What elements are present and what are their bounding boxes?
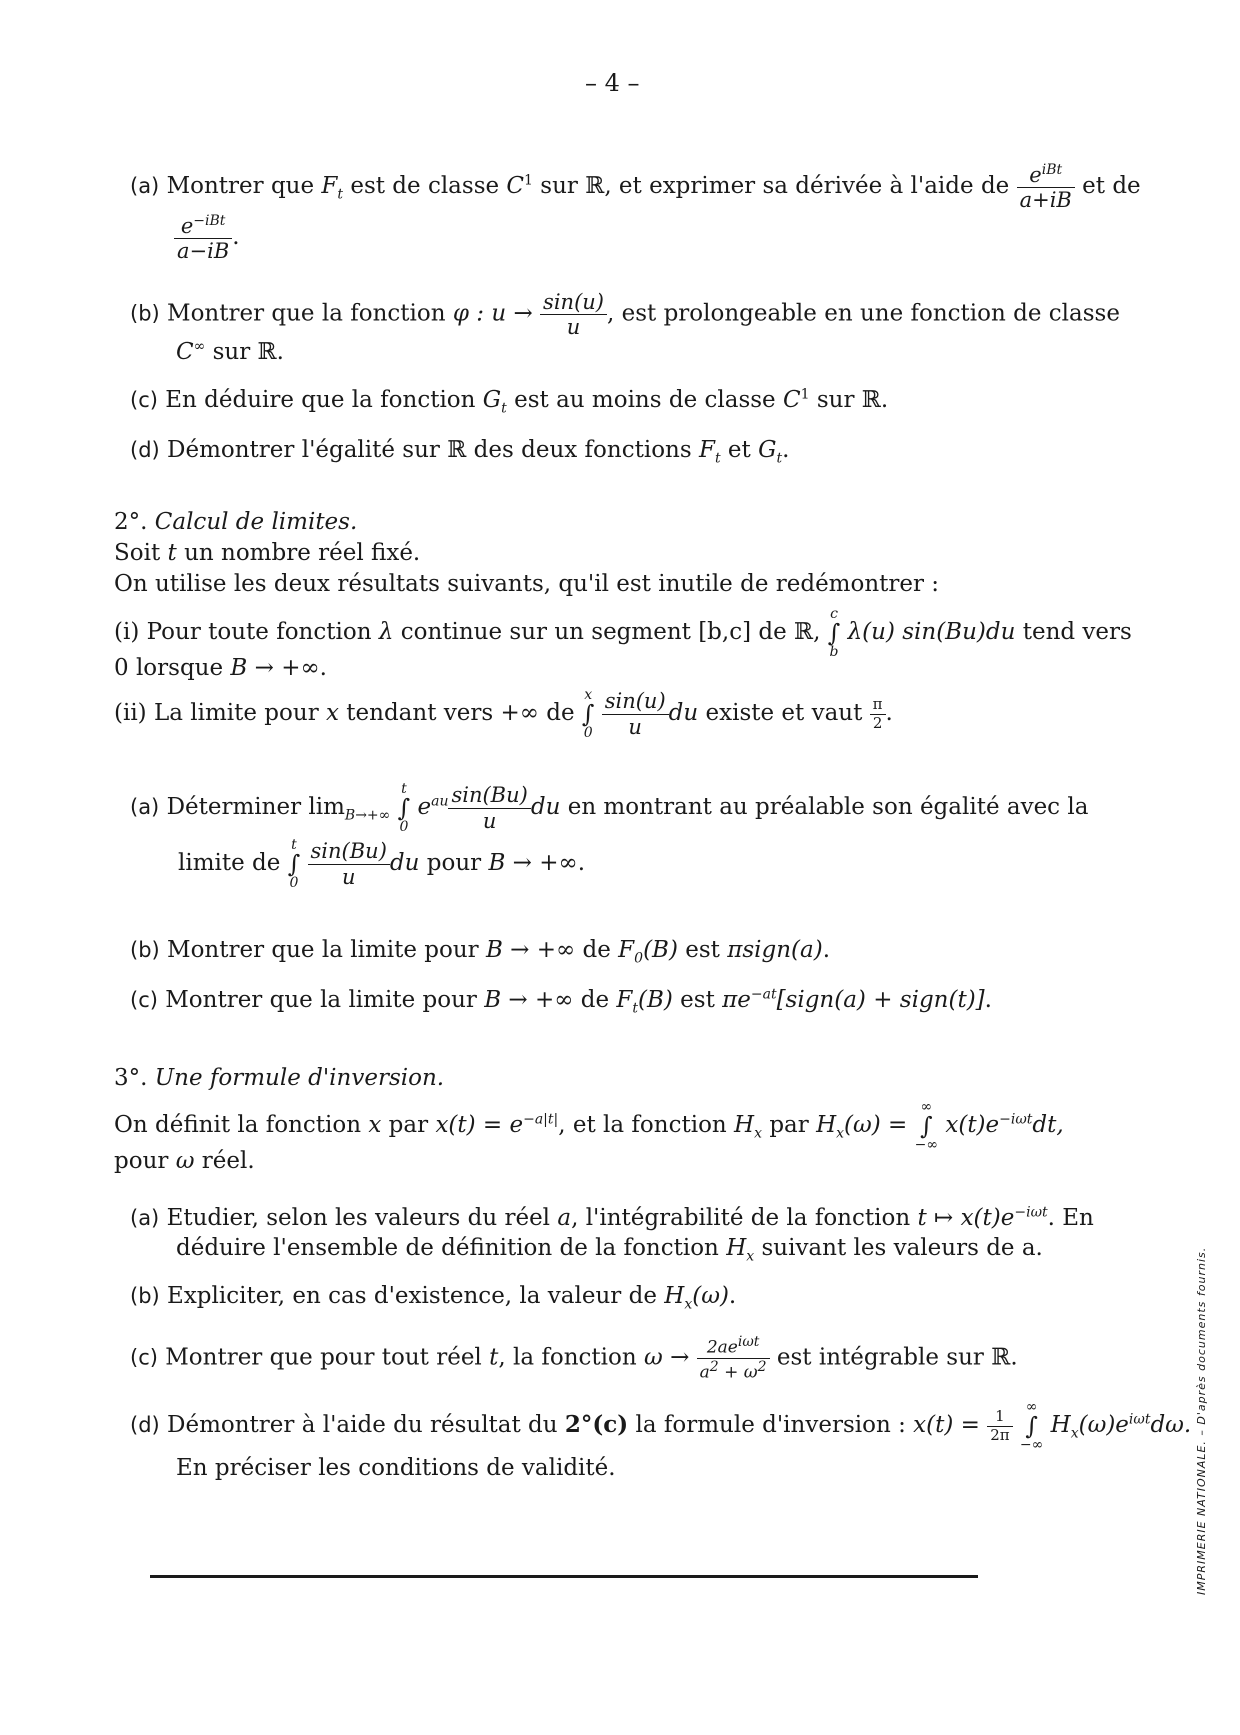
section3-intro2: pour ω réel.: [114, 1148, 255, 1174]
q1a-cont: $\frac{e^{-iBt}}{a-iB}$ .: [174, 213, 240, 263]
s2-i-t3: tend vers: [1015, 619, 1132, 645]
frac-2aeiwt: $\frac{2ae^{i\omega t}}{a^2 + \omega^2}$: [697, 1334, 770, 1383]
q3d-t1b: 2°(c): [564, 1411, 629, 1438]
q1c-text2: est au moins de classe: [506, 387, 783, 413]
q2a-cont: limite de t ∫ 0 $\frac{\sin(Bu)}{u}$ du pour B → +∞.: [178, 837, 585, 891]
q1b: (b) Montrer que la fonction φ : u → $\frac{\sin(u)}{u}$ , est prolongeable en une fonction de classe: [130, 290, 1120, 340]
q1c-text1: En déduire que la fonction: [165, 387, 483, 413]
q2a-t1: Déterminer: [166, 794, 309, 820]
q2c-t3: est: [672, 987, 723, 1013]
q1a-text1: Montrer que: [166, 173, 322, 200]
q3b-label: (b): [130, 1284, 160, 1308]
integral-neg-inf-inf-2: ∞ ∫ −∞: [1019, 1399, 1044, 1453]
frac-sinu-u: $\frac{\sin(u)}{u}$: [540, 290, 607, 339]
s2-ii-t3: de: [538, 700, 582, 726]
s2-fact-i-cont: 0 lorsque B → +∞.: [114, 655, 327, 681]
s2-i-t1: (i) Pour toute fonction: [114, 619, 379, 645]
q1c-text3: sur: [809, 387, 862, 413]
q3a-cont: déduire l'ensemble de définition de la fonction $H_x$ suivant les valeurs de a.: [176, 1235, 1043, 1265]
s3-intro2-t2: réel.: [194, 1148, 255, 1174]
q3c-t3: est intégrable sur: [776, 1344, 992, 1371]
s3-intro-t4: par: [762, 1112, 817, 1138]
integral-0-t-2: t ∫ 0: [287, 837, 301, 891]
frac-pi-2: $\frac{\pi}{2}$: [870, 696, 886, 732]
s2-ii-t4: existe et vaut: [698, 700, 870, 726]
q1a-text4: , et exprimer sa dérivée à l'aide de: [604, 173, 1017, 200]
s3-intro-t3: , et la fonction: [558, 1112, 735, 1138]
q3a-t1: Etudier, selon les valeurs du réel: [166, 1205, 558, 1231]
frac-1-2pi: $\frac{1}{2\pi}$: [987, 1408, 1012, 1444]
q3b: (b) Expliciter, en cas d'existence, la valeur de $H_x(\omega)$.: [130, 1283, 737, 1313]
integral-0-t: t ∫ 0: [397, 781, 411, 835]
q3a-t3: . En: [1047, 1205, 1094, 1231]
page-number: – 4 –: [585, 69, 640, 97]
q3a: (a) Etudier, selon les valeurs du réel a, l'intégrabilité de la fonction t ↦ $x(t)e^{-i\omega t}$. En: [130, 1204, 1094, 1231]
q1c-label: (c): [130, 388, 158, 412]
s2-i-t4: 0 lorsque: [114, 655, 231, 681]
q1c: (c) En déduire que la fonction $G_t$ est au moins de classe $C^1$ sur ℝ.: [130, 386, 889, 417]
q1b-text3: sur: [205, 339, 258, 365]
printer-mark: IMPRIMERIE NATIONALE. – D'après documents fournis.: [1195, 1246, 1208, 1595]
q2c-label: (c): [130, 988, 158, 1012]
q1a-text3: sur: [532, 173, 586, 200]
s3-intro-t2: par: [381, 1112, 436, 1138]
q2c: (c) Montrer que la limite pour B → +∞ de $F_t(B)$ est $\pi e^{-at}[sign(a)$ + sign(t)].: [130, 986, 992, 1017]
frac-sinu-u-2: $\frac{\sin(u)}{u}$: [602, 689, 669, 738]
q1d-label: (d): [130, 438, 160, 462]
q2b-t1: Montrer que la limite pour: [167, 937, 486, 963]
q1d-text3: et: [720, 437, 759, 463]
q3a-t2: , l'intégrabilité de la fonction: [571, 1205, 918, 1231]
q3d: (d) Démontrer à l'aide du résultat du 2°(c) la formule d'inversion : x(t) = $\frac{1}{2\pi}$ ∞ ∫ −∞ $H_x(\omega)e^{i\omega t}d\omega$.: [130, 1399, 1192, 1453]
q2c-t2: de: [573, 987, 617, 1013]
q3d-t2: la formule d'inversion :: [628, 1412, 914, 1438]
q2b-t2: de: [575, 937, 619, 963]
s2-fact-ii: (ii) La limite pour x tendant vers +∞ de x ∫ 0 $\frac{\sin(u)}{u}$ du existe et vaut $\frac{\pi}{2}$ .: [114, 687, 893, 741]
q3d-cont: En préciser les conditions de validité.: [176, 1455, 616, 1481]
bottom-rule: [150, 1575, 978, 1578]
q1a: (a) Montrer que $F_t$ est de classe $C^1$ sur ℝ, et exprimer sa dérivée à l'aide de $\frac{e^{iBt}}{a+iB}$ et de: [130, 162, 1141, 213]
q2a-t4: pour: [419, 850, 489, 876]
s2-ii-t2: tendant vers: [338, 700, 501, 726]
s2-intro1b: un nombre réel fixé.: [176, 540, 421, 566]
section2-intro2: On utilise les deux résultats suivants, qu'il est inutile de redémontrer :: [114, 571, 940, 597]
s2-i-t2: continue sur un segment [b,c] de: [393, 619, 795, 645]
q1d-text1: Démontrer l'égalité sur: [167, 437, 448, 463]
frac-sinBu-u-2: $\frac{\sin(Bu)}{u}$: [308, 839, 390, 888]
s3-intro2-t1: pour: [114, 1148, 176, 1174]
q1b-cont: C∞ sur ℝ.: [176, 338, 284, 365]
q2b: (b) Montrer que la limite pour B → +∞ de $F_0(B)$ est πsign(a).: [130, 937, 830, 967]
q2a-t3: limite de: [178, 850, 288, 876]
s2-ii-t1: (ii) La limite pour: [114, 700, 326, 726]
section3-intro1: On définit la fonction x par $x(t) = e^{-a|t|}$, et la fonction $H_x$ par $H_x(\omega)$ = ∞ ∫ −∞ $x(t)e^{-i\omega t}dt$,: [114, 1099, 1064, 1153]
q3b-t1: Expliciter, en cas d'existence, la valeur de: [167, 1283, 665, 1309]
integral-0-x: x ∫ 0: [581, 687, 595, 741]
q2a-t2: en montrant au préalable son égalité avec la: [560, 794, 1089, 820]
section2-number: 2°.: [114, 509, 148, 535]
q3c: (c) Montrer que pour tout réel t, la fonction ω → $\frac{2ae^{i\omega t}}{a^2 + \omega^2}$ est intégrable sur ℝ.: [130, 1334, 1018, 1383]
q3a-t5: suivant les valeurs de a.: [754, 1235, 1043, 1261]
q2a-label: (a): [130, 795, 160, 819]
q2c-t1: Montrer que la limite pour: [165, 987, 485, 1013]
section2-intro1: Soit t un nombre réel fixé.: [114, 540, 421, 566]
q3d-label: (d): [130, 1413, 160, 1437]
s3-intro-t1: On définit la fonction: [114, 1112, 369, 1138]
q1b-text1: Montrer que la fonction: [167, 300, 453, 327]
integral-neg-inf-inf: ∞ ∫ −∞: [914, 1099, 939, 1153]
q1d: (d) Démontrer l'égalité sur ℝ des deux fonctions $F_t$ et $G_t$.: [130, 437, 790, 467]
q2b-label: (b): [130, 938, 160, 962]
q3c-t1: Montrer que pour tout réel: [165, 1344, 490, 1371]
q1d-text2: des deux fonctions: [466, 437, 699, 463]
section3-title: Une formule d'inversion.: [154, 1065, 445, 1091]
q3a-t4: déduire l'ensemble de définition de la fonction: [176, 1235, 727, 1261]
section3-heading: [114, 1064, 444, 1093]
q2a: (a) Déterminer $\lim_{B\to+\infty}$ t ∫ 0 $e^{au}$ $\frac{\sin(Bu)}{u}$ du en montrant au préalable son égalité avec la: [130, 781, 1089, 835]
frac-eiBt: $\frac{e^{iBt}}{a+iB}$: [1017, 162, 1075, 212]
integral-b-c: c ∫ b: [827, 606, 841, 660]
q1a-text2: est de classe: [343, 173, 507, 200]
q3c-label: (c): [130, 1345, 158, 1370]
frac-sinBu-u: $\frac{\sin(Bu)}{u}$: [448, 783, 530, 832]
q3c-t2: , la fonction: [498, 1344, 644, 1371]
frac-e-minus-iBt: $\frac{e^{-iBt}}{a-iB}$: [174, 213, 232, 263]
section2-heading: [114, 508, 357, 537]
q3a-label: (a): [130, 1206, 160, 1230]
q1b-text2: , est prolongeable en une fonction de classe: [606, 300, 1120, 327]
section2-title: Calcul de limites.: [154, 509, 358, 535]
q2b-t3: est: [677, 937, 728, 963]
q1a-label: (a): [130, 174, 160, 199]
q3d-t1: Démontrer à l'aide du résultat du: [167, 1412, 565, 1438]
q1a-text5: et de: [1082, 173, 1141, 200]
s2-intro1a: Soit: [114, 540, 168, 566]
q1b-label: (b): [130, 301, 160, 326]
s2-fact-i: (i) Pour toute fonction λ continue sur un segment [b,c] de ℝ, c ∫ b λ(u) sin(Bu)du tend vers: [114, 606, 1132, 660]
section3-number: 3°.: [114, 1065, 148, 1091]
